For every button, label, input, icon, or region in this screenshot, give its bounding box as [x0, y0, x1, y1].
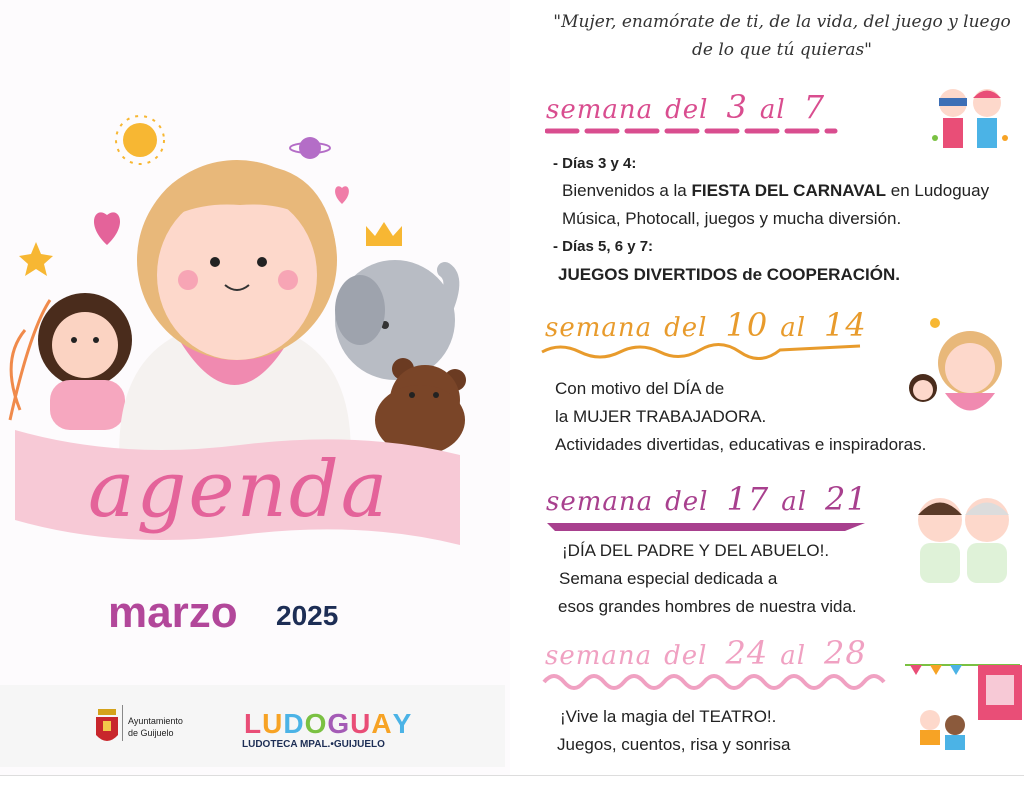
- week-del: del: [664, 313, 708, 343]
- planet-icon: [290, 137, 330, 159]
- week4-line2: Juegos, cuentos, risa y sonrisa: [557, 735, 791, 754]
- quote-line1: "Mujer, enamórate de ti, de la vida, del juego y luego: [553, 12, 1011, 32]
- week-to: 21: [825, 480, 868, 518]
- crown-icon: [366, 222, 402, 246]
- week-underline-4: [540, 668, 890, 694]
- poster-year: 2025: [276, 600, 339, 631]
- week-del: del: [664, 641, 708, 671]
- poster-panel: [0, 0, 510, 787]
- week3-line1: ¡DÍA DEL PADRE Y DEL ABUELO!.: [562, 541, 830, 560]
- quote-line2: de lo que tú quieras": [691, 40, 873, 60]
- week-underline-3: [545, 520, 875, 534]
- grandparents-illustration: [902, 485, 1022, 585]
- ludoguay-letter: L: [244, 708, 263, 739]
- week-prefix: semana: [546, 487, 654, 517]
- girl-illustration: [38, 293, 132, 430]
- heart-icon: [94, 212, 120, 245]
- week-from: 3: [726, 88, 748, 126]
- week-prefix: semana: [546, 95, 654, 125]
- ludoguay-letter: U: [350, 708, 372, 739]
- theater-illustration: [900, 655, 1024, 755]
- week-from: 10: [725, 306, 769, 344]
- week-header-4: [545, 634, 879, 672]
- week2-line2: la MUJER TRABAJADORA.: [555, 407, 767, 426]
- week-header-3: [546, 480, 880, 518]
- week-header-1: [546, 88, 837, 126]
- carnival-kids-illustration: [925, 78, 1015, 168]
- week-del: del: [665, 487, 709, 517]
- week-al: al: [780, 313, 807, 343]
- week-al: al: [759, 95, 786, 125]
- week-from: 24: [725, 634, 769, 672]
- sun-icon: [116, 116, 164, 164]
- week2-line3: Actividades divertidas, educativas e inspiradoras.: [555, 435, 927, 454]
- week-al: al: [781, 487, 808, 517]
- women-day-illustration: [905, 318, 1015, 418]
- bottom-bar: [0, 775, 1024, 788]
- week4-line1: ¡Vive la magia del TEATRO!.: [560, 707, 777, 726]
- week3-line2: Semana especial dedicada a: [559, 569, 778, 588]
- week1-line3: JUEGOS DIVERTIDOS de COOPERACIÓN.: [558, 265, 900, 284]
- ludoguay-letter: G: [327, 708, 351, 739]
- ludoguay-letter: Y: [392, 708, 413, 739]
- week-al: al: [780, 641, 807, 671]
- week-to: 14: [824, 306, 867, 344]
- heart-icon: [335, 186, 349, 204]
- week-underline-1: [545, 124, 845, 138]
- ludoguay-letter: U: [262, 708, 284, 739]
- week1-sub2: - Días 5, 6 y 7:: [553, 238, 654, 255]
- week-underline-2: [540, 340, 870, 360]
- week-del: del: [665, 95, 709, 125]
- ludoguay-logo: [244, 708, 412, 740]
- week-prefix: semana: [545, 313, 653, 343]
- ludoguay-letter: O: [304, 708, 328, 739]
- ludoguay-letter: A: [371, 708, 393, 739]
- week-to: 7: [803, 88, 826, 126]
- week3-line3: esos grandes hombres de nuestra vida.: [558, 597, 857, 616]
- baby-illustration: [119, 160, 350, 470]
- week1-line1-post: en Ludoguay: [886, 181, 990, 200]
- coat-of-arms-icon: [94, 707, 120, 747]
- week-prefix: semana: [545, 641, 653, 671]
- ayuntamiento-line1: Ayuntamiento: [128, 716, 183, 726]
- week1-line2: Música, Photocall, juegos y mucha diversión.: [562, 209, 902, 228]
- quote: [540, 8, 1024, 64]
- ludoteca-label: LUDOTECA MPAL.•GUIJUELO: [242, 739, 385, 750]
- week-header-2: [545, 306, 879, 344]
- ayuntamiento-label: [128, 715, 183, 739]
- week1-sub1: - Días 3 y 4:: [553, 155, 637, 172]
- week2-line1: Con motivo del DÍA de: [555, 379, 725, 398]
- poster-illustration: [0, 0, 510, 690]
- poster-month: marzo: [108, 588, 238, 637]
- week-to: 28: [824, 634, 867, 672]
- week1-line1-bold: FIESTA DEL CARNAVAL: [691, 181, 887, 200]
- ayuntamiento-line2: de Guijuelo: [128, 728, 174, 738]
- week1-line1-pre: Bienvenidos a la: [562, 181, 692, 200]
- ludoguay-letter: D: [283, 708, 305, 739]
- week-from: 17: [726, 480, 770, 518]
- poster-title: agenda: [88, 445, 390, 535]
- week1-line1: [562, 177, 989, 205]
- star-icon: [19, 242, 53, 276]
